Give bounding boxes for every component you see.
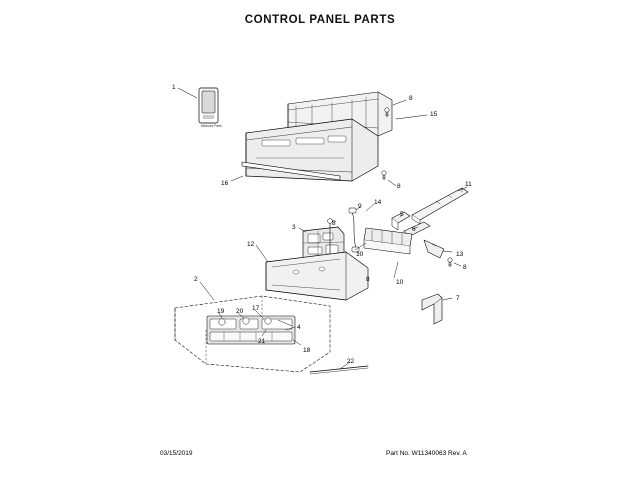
callout-number: 10 <box>396 279 404 286</box>
tag-caption: Measure Parts <box>201 124 222 128</box>
callout-number: 8 <box>366 276 370 283</box>
callout-number: 13 <box>456 251 464 258</box>
callout-number: 16 <box>221 180 229 187</box>
callout-number: 3 <box>292 224 296 231</box>
footer-part-number: Part No. W11340063 Rev. A <box>386 450 467 457</box>
part-11-side-rail <box>412 188 468 224</box>
part-8-screw-mid <box>382 171 386 180</box>
callout-number: 12 <box>247 241 255 248</box>
page-title: CONTROL PANEL PARTS <box>244 14 396 26</box>
part-12-chassis-plate <box>266 252 368 300</box>
callout-number: 4 <box>297 324 301 331</box>
callout-number: 14 <box>374 199 382 206</box>
part-13-bracket <box>424 240 444 258</box>
callout-number: 5 <box>400 211 404 218</box>
callout-number: 1 <box>172 84 176 91</box>
callout-number: 8 <box>409 95 413 102</box>
part-22-rod <box>310 366 368 374</box>
callout-number: 2 <box>194 276 198 283</box>
callout-number: 6 <box>412 226 416 233</box>
callout-number: 22 <box>347 358 355 365</box>
callout-number: 9 <box>358 203 362 210</box>
callout-number: 20 <box>236 308 244 315</box>
callout-number: 15 <box>430 111 438 118</box>
callout-number: 10 <box>356 251 364 258</box>
part-1-tag <box>199 88 218 123</box>
part-9-harness <box>349 208 359 252</box>
callout-number: 8 <box>463 264 467 271</box>
callout-number: 8 <box>397 183 401 190</box>
callout-number: 18 <box>303 347 311 354</box>
part-8-screw-right <box>448 258 452 267</box>
part-7-l-bracket <box>422 294 442 324</box>
callout-number: 17 <box>252 305 260 312</box>
callout-number: 19 <box>217 308 225 315</box>
callout-number: 11 <box>465 181 472 188</box>
callout-number: 21 <box>258 338 266 345</box>
footer-date: 03/15/2019 <box>160 450 193 457</box>
callout-number: 7 <box>456 295 460 302</box>
callout-number: 8 <box>332 220 336 227</box>
